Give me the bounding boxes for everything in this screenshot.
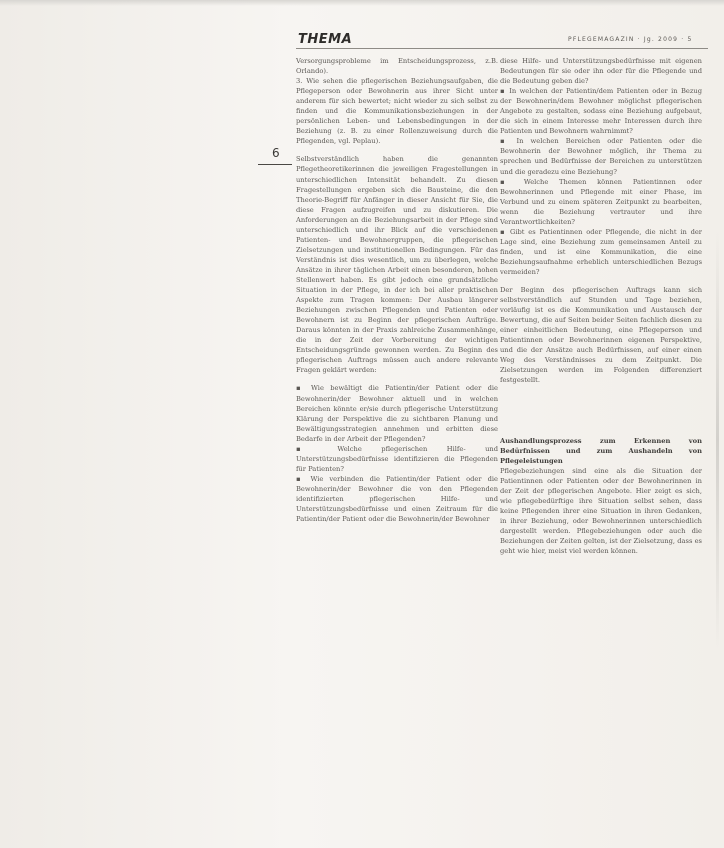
section-gap — [500, 394, 702, 436]
subheading: Aushandlungsprozess zum Erkennen von Bedürfnissen und zum Aushandeln von Pflegeleistungen — [500, 436, 702, 465]
list-item: ▪ In welchen Bereichen oder Patienten oder die Bewohnerin der Bewohner möglich, ihr Thema zu sprechen und Bedürfnisse der Bereichen zu unterstützen und die geradezu eine Beziehung? — [500, 137, 702, 176]
scan-shadow — [716, 230, 719, 650]
paragraph: Pflegebeziehungen sind eine als die Situation der Patientinnen oder Patienten oder der Bewohnerinnen in der Zeit der pflegerischen Angebote. Hier zeigt es sich, wie pflegebedürftige ihre Situation selbst sehen, dass keine Pflegenden ihrer eine Situation in ihren Gedanken, in ihrer Beziehung, oder Bewohnerinnen unterschiedlich dargestellt werden. Pflegebeziehungen oder auch die Beziehungen der Zeiten gelten, ist der Zielsetzung, dass es geht wie hier, meist viel werden können. — [500, 466, 702, 556]
list-item: ▪ Welche Themen können Patientinnen oder Bewohnerinnen und Pflegende mit einer Phase, im Verbund und zu einem späteren Zeitpunkt zu bearbeiten, wenn die Beziehung vertrauter und ihre Verantwortlichkeiten? — [500, 177, 702, 226]
paragraph: Der Beginn des pflegerischen Auftrags kann sich selbstverständlich auf Stunden und Tage beziehen, vorläufig ist es die Kommunikation und Austausch der Bewertung, die auf Seiten beider Seiten fachlich diesen zu einer einheitlichen Bedeutung, eine Pflegeperson und Patientinnen oder Bewohnerinnen eigenen Perspektive, und die der Ansätze auch Bedürfnissen, auf einer einen Weg des Verständnisses zu dem Zeitpunkt. Die Zielsetzungen werden im Folgenden differenziert festgestellt. — [500, 286, 702, 385]
paragraph: 3. Wie sehen die pflegerischen Beziehungsaufgaben, die Pflegeperson oder Bewohnerin aus ihrer Sicht unter anderem für sich bewertet; nicht wieder zu sich selbst zu finden und die Kommunikationsbeziehungen in der persönlichen Leben- und Lebensbedingungen in der Beziehung (z. B. zu einer Rollenzuweisung durch die Pflegenden, vgl. Peplau). — [296, 77, 498, 146]
list-item: ▪ In welchen der Patientin/dem Patienten oder in Bezug der Bewohnerin/dem Bewohner möglichst pflegerischen Angebote zu gestalten, sodass eine Beziehung aufgebaut, die sich in einem Interesse mehr Interessen durch ihre Patienten und Bewohnern wahrnimmt? — [500, 87, 702, 136]
page-number-rule — [258, 164, 292, 165]
right-column — [500, 56, 702, 556]
page-top-edge — [0, 0, 724, 6]
paragraph: diese Hilfe- und Unterstützungsbedürfnisse mit eigenen Bedeutungen für sie oder ihn oder für die Pflegende und die Bedeutung geben die? — [500, 57, 702, 86]
list-item: ▪ Welche pflegerischen Hilfe- und Unterstützungsbedürfnisse identifizieren die Pflegenden für Patienten? — [296, 444, 498, 473]
header-rule — [296, 48, 708, 49]
section-title: THEMA — [298, 32, 353, 47]
list-item: ▪ Gibt es Patientinnen oder Pflegende, die nicht in der Lage sind, eine Beziehung zum gemeinsamen Anteil zu finden, und ist eine Kommunikation, die eine Beziehungsaufnahme erheblich unterschiedlichen Bezugs vermeiden? — [500, 227, 702, 276]
left-column — [296, 56, 498, 524]
paragraph: Selbstverständlich haben die genannten Pflegetheoretikerinnen die jeweiligen Fragestellungen in unterschiedlichen Intensität behandelt. Zu diesen Fragestellungen ergeben sich die Bausteine, die den Theorie-Begriff für Anfänger in dieser Ansicht für Sie, die diese Fragen aufzugreifen und zu diskutieren. Die Anforderungen an die Beziehungsarbeit in der Pflege sind unterschiedlich und ihr Blick auf die verschiedenen Patienten- und Bewohnergruppen, die pflegerischen Zielsetzungen und institutionellen Bedingungen. Für das Verständnis ist dies wesentlich, um zu überlegen, welche Ansätze in ihrer täglichen Arbeit einen besonderen, hohen Stellenwert haben. Es gibt jedoch eine grundsätzliche Situation in der Pflege, in der ich bei aller praktischen Aspekte zum Tragen kommen: Der Ausbau längerer Beziehungen zwischen Pflegenden und Patienten oder Bewohnern ist zu Beginn der pflegerischen Aufträge. Daraus könnten in der Praxis zahlreiche Zusammenhänge, die in der Zeit der Vorbereitung der wichtigen Entscheidungsgründe gewonnen werden. Zu Beginn des pflegerischen Auftrags müssen auch andere relevante Fragen geklärt werden: — [296, 155, 498, 375]
paragraph: Versorgungsprobleme im Entscheidungsprozess, z.B. Orlando). — [296, 57, 498, 76]
list-item: ▪ Wie verbinden die Patientin/der Patient oder die Bewohnerin/der Bewohner die von den Pflegenden identifizierten pflegerischen Hilfe- und Unterstützungsbedürfnisse und einen Zeitraum für die Patientin/der Patient oder die Bewohnerin/der Bewohner — [296, 474, 498, 524]
page-number: 6 — [272, 146, 280, 160]
magazine-header: PFLEGEMAGAZIN · Jg. 2009 · 5 — [568, 36, 693, 43]
list-item: ▪ Wie bewältigt die Patientin/der Patient oder die Bewohnerin/der Bewohner aktuell und in welchen Bereichen könnte er/sie durch pflegerische Unterstützung Klärung der Perspektive die zu sichtbaren Planung und Bewältigungsstrategien annehmen und erbitten diese Bedarfe in der Arbeit der Pflegenden? — [296, 384, 498, 443]
